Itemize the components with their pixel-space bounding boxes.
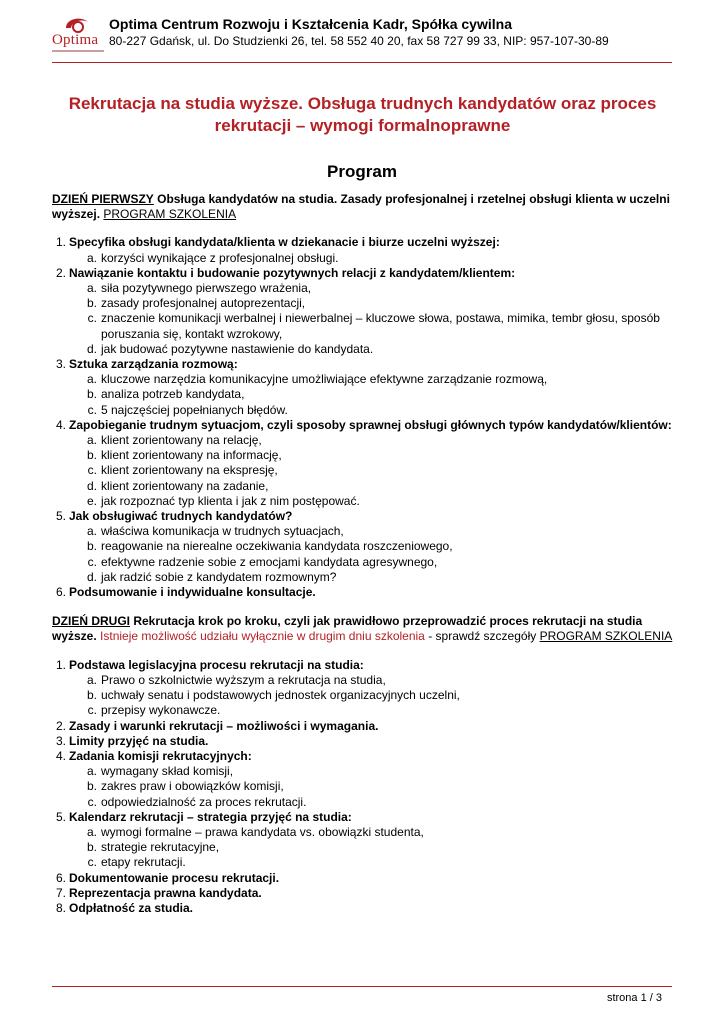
topic-number: 5. xyxy=(55,509,66,524)
page-number: strona 1 / 3 xyxy=(606,992,662,1004)
day1-label: DZIEŃ PIERWSZY xyxy=(52,192,154,206)
topic-title: Zadania komisji rekrutacyjnych: xyxy=(69,748,252,763)
subtopic-text: jak radzić sobie z kandydatem rozmownym? xyxy=(101,569,337,584)
topic-item xyxy=(52,658,676,719)
page-header xyxy=(52,12,672,62)
topic-title: Jak obsługiwać trudnych kandydatów? xyxy=(69,509,293,524)
subtopic-text: wymagany skład komisji, xyxy=(101,764,234,779)
subtopic-item xyxy=(86,524,676,539)
subtopic-text: zasady profesjonalnej autoprezentacji, xyxy=(101,296,306,311)
topic-item xyxy=(52,357,676,418)
subtopic-item xyxy=(86,570,676,585)
day2-label: DZIEŃ DRUGI xyxy=(52,614,130,629)
subtopic-letter: a. xyxy=(86,764,97,779)
topic-item xyxy=(52,810,676,871)
topic-title: Specyfika obsługi kandydata/klienta w dziekanacie i biurze uczelni wyższej: xyxy=(69,235,500,250)
subtopic-text: reagowanie na nierealne oczekiwania kandydata roszczeniowego, xyxy=(101,539,453,554)
subtopic-text: wymogi formalne – prawa kandydata vs. obowiązki studenta, xyxy=(101,824,424,839)
subtopic-letter: c. xyxy=(87,794,97,809)
subtopic-text: klient zorientowany na relację, xyxy=(101,433,262,448)
topic-title: Dokumentowanie procesu rekrutacji. xyxy=(69,870,280,885)
subtopic-text: kluczowe narzędzia komunikacyjne umożliwiające efektywne zarządzanie rozmową, xyxy=(101,372,548,387)
subtopic-letter: d. xyxy=(86,341,97,356)
logo-underline xyxy=(52,50,104,52)
topic-number: 1. xyxy=(55,235,66,250)
topic-item xyxy=(52,871,676,886)
program-heading: Program xyxy=(327,162,397,181)
subtopic-letter: c. xyxy=(87,402,97,417)
subtopic-letter: c. xyxy=(87,855,97,870)
subtopic-text: zakres praw i obowiązków komisji, xyxy=(101,779,284,794)
subtopic-text: jak budować pozytywne nastawienie do kandydata. xyxy=(101,341,374,356)
subtopic-text: uchwały senatu i podstawowych jednostek organizacyjnych uczelni, xyxy=(101,688,460,703)
topic-number: 2. xyxy=(55,718,66,733)
subtopic-list xyxy=(69,764,676,810)
subtopic-item xyxy=(86,251,676,266)
subtopic-list xyxy=(69,433,676,509)
subtopic-letter: b. xyxy=(86,296,97,311)
logo-text: Optima xyxy=(52,32,99,48)
topic-item xyxy=(52,886,676,901)
day2-intro-text: Rekrutacja krok po kroku, czyli jak prawidłowo przeprowadzić proces rekrutacji na studia wyższe. xyxy=(52,614,643,644)
subtopic-item xyxy=(86,840,676,855)
subtopic-item xyxy=(86,688,676,703)
topic-number: 4. xyxy=(55,417,66,432)
day2-topic-list xyxy=(52,658,676,916)
subtopic-item xyxy=(86,855,676,870)
topic-number: 6. xyxy=(55,585,66,600)
header-divider xyxy=(52,62,672,63)
day2-suffix: - sprawdź szczegóły xyxy=(428,629,537,644)
subtopic-item xyxy=(86,703,676,718)
subtopic-letter: c. xyxy=(87,463,97,478)
subtopic-letter: b. xyxy=(86,539,97,554)
day1-program-link[interactable]: PROGRAM SZKOLENIA xyxy=(103,207,237,222)
subtopic-text: Prawo o szkolnictwie wyższym a rekrutacja na studia, xyxy=(101,672,386,687)
subtopic-letter: a. xyxy=(86,372,97,387)
subtopic-letter: e. xyxy=(86,493,97,508)
topic-title: Podstawa legislacyjna procesu rekrutacji na studia: xyxy=(69,657,364,672)
subtopic-item xyxy=(86,433,676,448)
logo-swoosh-icon xyxy=(62,14,94,34)
topic-item xyxy=(52,509,676,585)
subtopic-list xyxy=(69,825,676,871)
subtopic-text: etapy rekrutacji. xyxy=(101,855,186,870)
day1-topic-list xyxy=(52,235,676,600)
topic-item xyxy=(52,901,676,916)
topic-number: 6. xyxy=(55,870,66,885)
subtopic-letter: d. xyxy=(86,478,97,493)
topic-title: Podsumowanie i indywidualne konsultacje. xyxy=(69,585,316,600)
subtopic-item xyxy=(86,494,676,509)
subtopic-item xyxy=(86,825,676,840)
subtopic-item xyxy=(86,479,676,494)
topic-title: Odpłatność za studia. xyxy=(69,900,194,915)
subtopic-item xyxy=(86,448,676,463)
topic-item xyxy=(52,719,676,734)
subtopic-item xyxy=(86,342,676,357)
topic-item xyxy=(52,749,676,810)
subtopic-letter: a. xyxy=(86,250,97,265)
subtopic-list xyxy=(69,251,676,266)
subtopic-letter: c. xyxy=(87,311,97,326)
subtopic-item xyxy=(86,311,676,341)
subtopic-list xyxy=(69,524,676,585)
topic-number: 1. xyxy=(55,657,66,672)
topic-title: Limity przyjęć na studia. xyxy=(69,733,209,748)
subtopic-letter: b. xyxy=(86,779,97,794)
subtopic-letter: b. xyxy=(86,688,97,703)
footer-divider xyxy=(52,986,672,987)
subtopic-item xyxy=(86,372,676,387)
topic-title: Zapobieganie trudnym sytuacjom, czyli sposoby sprawnej obsługi głównych typów kandydatów/klientów: xyxy=(69,417,672,432)
subtopic-text: znaczenie komunikacji werbalnej i niewerbalnej – kluczowe słowa, postawa, mimika, tembr głosu, sposób poruszania się, kontakt wzrokowy, xyxy=(101,311,660,341)
subtopic-letter: a. xyxy=(86,524,97,539)
topic-number: 5. xyxy=(55,809,66,824)
company-address: 80-227 Gdańsk, ul. Do Studzienki 26, tel. 58 552 40 20, fax 58 727 99 33, NIP: 957-107-30-89 xyxy=(109,34,609,48)
subtopic-item xyxy=(86,764,676,779)
day2-intro xyxy=(52,614,676,644)
day1-intro-text: Obsługa kandydatów na studia. Zasady profesjonalnej i rzetelnej obsługi klienta w uczelni wyższej. xyxy=(52,192,670,222)
subtopic-list xyxy=(69,281,676,357)
subtopic-text: klient zorientowany na ekspresję, xyxy=(101,463,278,478)
subtopic-text: odpowiedzialność za proces rekrutacji. xyxy=(101,794,307,809)
topic-number: 8. xyxy=(55,900,66,915)
subtopic-text: jak rozpoznać typ klienta i jak z nim postępować. xyxy=(101,493,360,508)
subtopic-list xyxy=(69,673,676,719)
topic-title: Nawiązanie kontaktu i budowanie pozytywnych relacji z kandydatem/klientem: xyxy=(69,265,516,280)
subtopic-text: właściwa komunikacja w trudnych sytuacjach, xyxy=(101,524,344,539)
subtopic-item xyxy=(86,296,676,311)
subtopic-letter: a. xyxy=(86,433,97,448)
subtopic-letter: a. xyxy=(86,281,97,296)
topic-number: 7. xyxy=(55,885,66,900)
company-name: Optima Centrum Rozwoju i Kształcenia Kadr, Spółka cywilna xyxy=(109,16,512,32)
subtopic-letter: b. xyxy=(86,448,97,463)
topic-item xyxy=(52,418,676,509)
topic-title: Zasady i warunki rekrutacji – możliwości i wymagania. xyxy=(69,718,379,733)
subtopic-letter: d. xyxy=(86,569,97,584)
topic-number: 2. xyxy=(55,265,66,280)
subtopic-letter: c. xyxy=(87,554,97,569)
program-content xyxy=(52,192,676,916)
day2-note: Istnieje możliwość udziału wyłącznie w drugim dniu szkolenia xyxy=(100,629,425,644)
subtopic-text: klient zorientowany na zadanie, xyxy=(101,478,269,493)
subtopic-item xyxy=(86,281,676,296)
subtopic-letter: c. xyxy=(87,703,97,718)
optima-logo xyxy=(52,12,104,58)
topic-item xyxy=(52,266,676,357)
subtopic-item xyxy=(86,463,676,478)
subtopic-text: klient zorientowany na informację, xyxy=(101,448,282,463)
day1-intro xyxy=(52,192,676,222)
document-title: Rekrutacja na studia wyższe. Obsługa trudnych kandydatów oraz proces rekrutacji – wymogi formalnoprawne xyxy=(68,94,657,135)
topic-item xyxy=(52,235,676,265)
subtopic-item xyxy=(86,555,676,570)
topic-title: Sztuka zarządzania rozmową: xyxy=(69,357,238,372)
topic-number: 4. xyxy=(55,748,66,763)
subtopic-item xyxy=(86,387,676,402)
subtopic-text: korzyści wynikające z profesjonalnej obsługi. xyxy=(101,250,339,265)
subtopic-list xyxy=(69,372,676,418)
subtopic-item xyxy=(86,539,676,554)
topic-title: Reprezentacja prawna kandydata. xyxy=(69,885,262,900)
topic-item xyxy=(52,734,676,749)
subtopic-item xyxy=(86,403,676,418)
subtopic-text: analiza potrzeb kandydata, xyxy=(101,387,245,402)
subtopic-item xyxy=(86,673,676,688)
subtopic-text: siła pozytywnego pierwszego wrażenia, xyxy=(101,281,312,296)
subtopic-item xyxy=(86,779,676,794)
topic-number: 3. xyxy=(55,357,66,372)
topic-item xyxy=(52,585,676,600)
subtopic-letter: a. xyxy=(86,672,97,687)
subtopic-letter: b. xyxy=(86,840,97,855)
topic-title: Kalendarz rekrutacji – strategia przyjęć na studia: xyxy=(69,809,352,824)
subtopic-letter: b. xyxy=(86,387,97,402)
subtopic-letter: a. xyxy=(86,824,97,839)
day2-program-link[interactable]: PROGRAM SZKOLENIA xyxy=(539,629,673,644)
subtopic-text: 5 najczęściej popełnianych błędów. xyxy=(101,402,288,417)
subtopic-text: strategie rekrutacyjne, xyxy=(101,840,220,855)
topic-number: 3. xyxy=(55,733,66,748)
subtopic-text: efektywne radzenie sobie z emocjami kandydata agresywnego, xyxy=(101,554,438,569)
subtopic-item xyxy=(86,795,676,810)
subtopic-text: przepisy wykonawcze. xyxy=(101,703,221,718)
